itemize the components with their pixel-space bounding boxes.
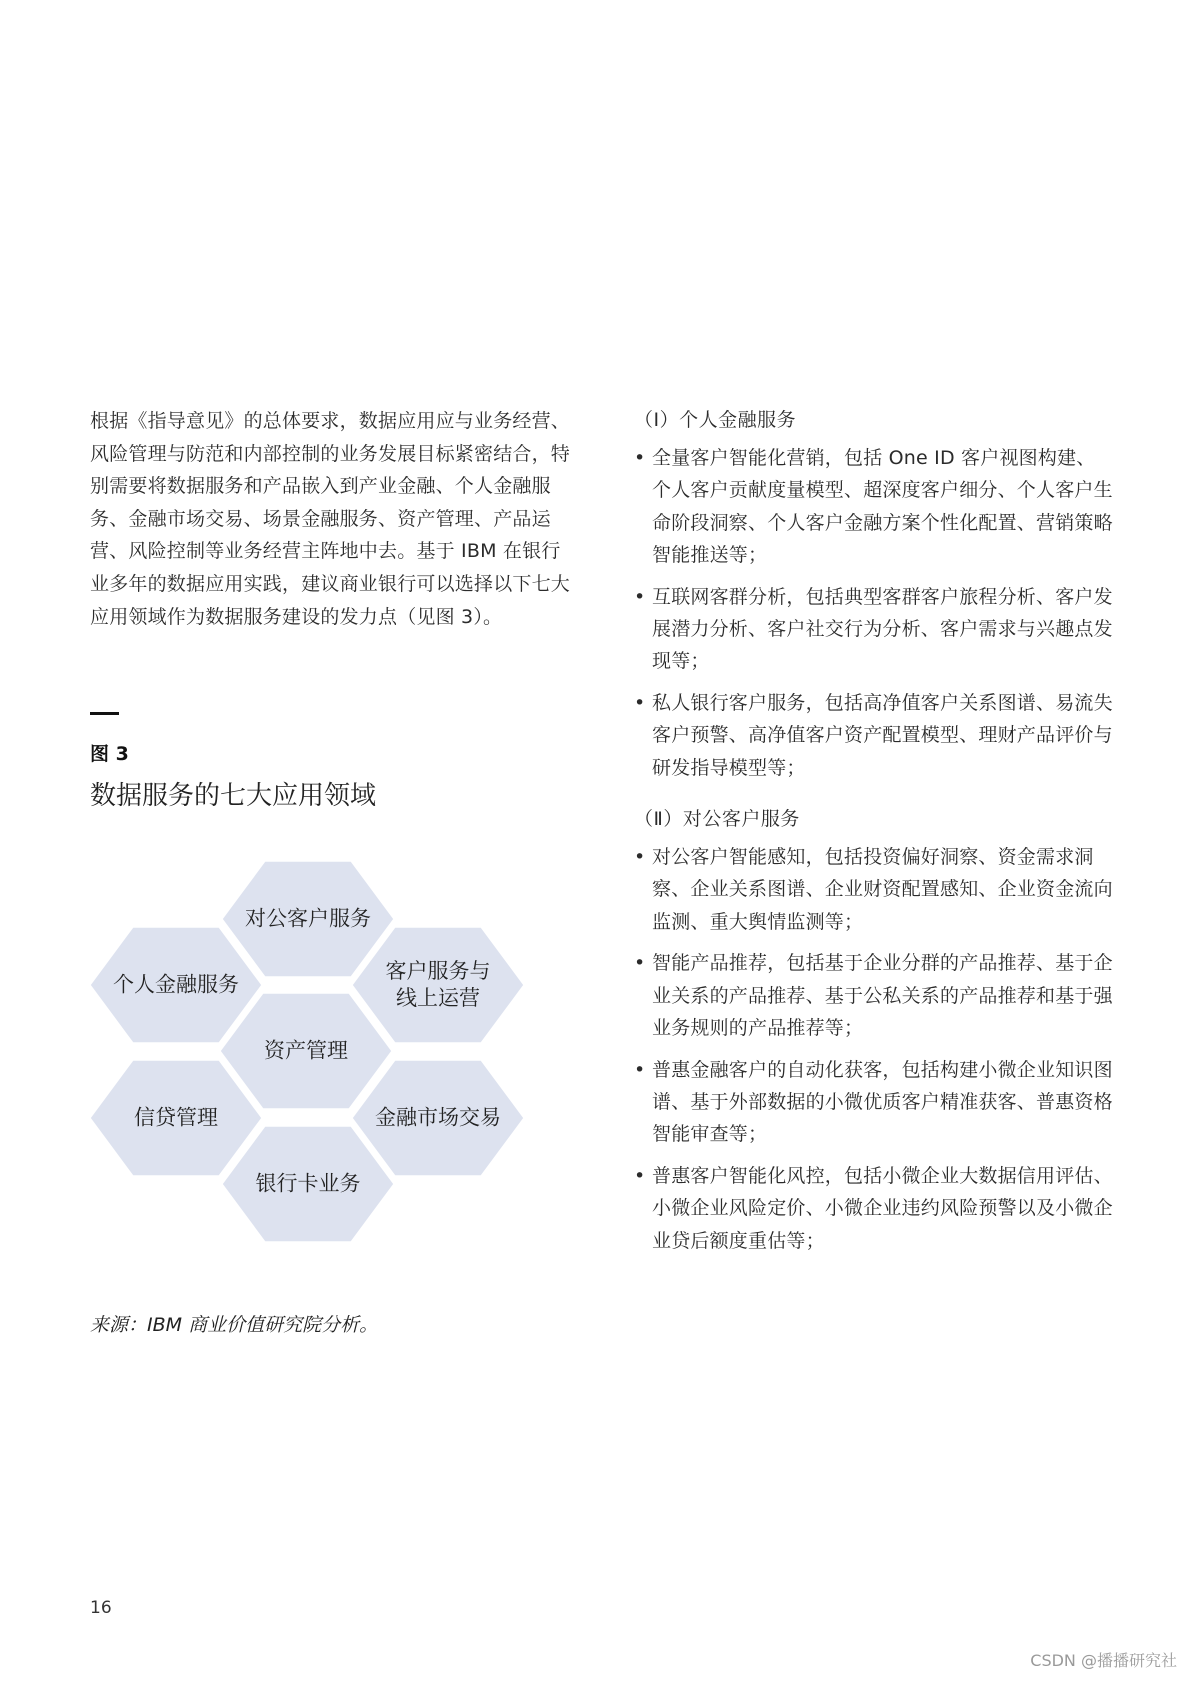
section-title-personal: （Ⅰ）个人金融服务 xyxy=(634,409,797,431)
hex-label-online: 客户服务与 线上运营 xyxy=(385,959,491,1010)
figure-rule xyxy=(90,712,119,715)
hex-label-credit: 信贷管理 xyxy=(134,1105,218,1130)
figure-source: 来源：IBM 商业价值研究院分析。 xyxy=(90,1314,379,1336)
hex-label-card: 银行卡业务 xyxy=(255,1171,361,1196)
intro-block xyxy=(90,405,570,633)
list-item: • 私人银行客户服务，包括高净值客户关系图谱、易流失客户预警、高净值客户资产配置模型、理财产品评价与研发指导模型等； xyxy=(634,691,1113,779)
watermark: CSDN @播播研究社 xyxy=(1030,1651,1177,1670)
list-item: • 互联网客群分析，包括典型客群客户旅程分析、客户发展潜力分析、客户社交行为分析、客户需求与兴趣点发现等； xyxy=(634,585,1113,673)
hexagon-diagram xyxy=(80,836,580,1281)
list-item: • 对公客户智能感知，包括投资偏好洞察、资金需求洞察、企业关系图谱、企业财资配置感知、企业资金流向监测、重大舆情监测等； xyxy=(634,846,1113,933)
hex-label-personal: 个人金融服务 xyxy=(113,972,239,997)
list-item: • 普惠客户智能化风控，包括小微企业大数据信用评估、小微企业风险定价、小微企业违约风险预警以及小微企业贷后额度重估等； xyxy=(634,1164,1113,1252)
page-number: 16 xyxy=(90,1598,112,1618)
hex-label-market: 金融市场交易 xyxy=(375,1105,501,1130)
list-item: • 全量客户智能化营销，包括 One ID 客户视图构建、个人客户贡献度量模型、超深度客户细分、个人客户生命阶段洞察、个人客户金融方案个性化配置、营销策略智能推送等； xyxy=(634,447,1113,567)
hex-label-corporate: 对公客户服务 xyxy=(245,906,371,931)
section-title-corporate: （Ⅱ）对公客户服务 xyxy=(634,808,800,831)
bullet-list-personal xyxy=(634,442,1114,784)
bullet-list-corporate xyxy=(634,841,1114,1257)
list-item: • 普惠金融客户的自动化获客，包括构建小微企业知识图谱、基于外部数据的小微优质客户精准获客、普惠资格智能审查等； xyxy=(634,1058,1113,1146)
right-column xyxy=(634,405,1114,1277)
list-item: • 智能产品推荐，包括基于企业分群的产品推荐、基于企业关系的产品推荐、基于公私关系的产品推荐和基于强业务规则的产品推荐等； xyxy=(634,952,1113,1040)
figure-label: 图 3 xyxy=(90,743,129,765)
hex-label-asset: 资产管理 xyxy=(264,1038,348,1063)
figure-title: 数据服务的七大应用领域 xyxy=(90,781,377,811)
intro-paragraph: 根据《指导意见》的总体要求，数据应用应与业务经营、风险管理与防范和内部控制的业务发展目标紧密结合，特别需要将数据服务和产品嵌入到产业金融、个人金融服务、金融市场交易、场景金融服务、资产管理、产品运营、风险控制等业务经营主阵地中去。基于 IBM 在银行业多年的数据应用实践，建议商业银行可以选择以下七大应用领域作为数据服务建设的发力点（见图 3）。 xyxy=(90,410,571,628)
